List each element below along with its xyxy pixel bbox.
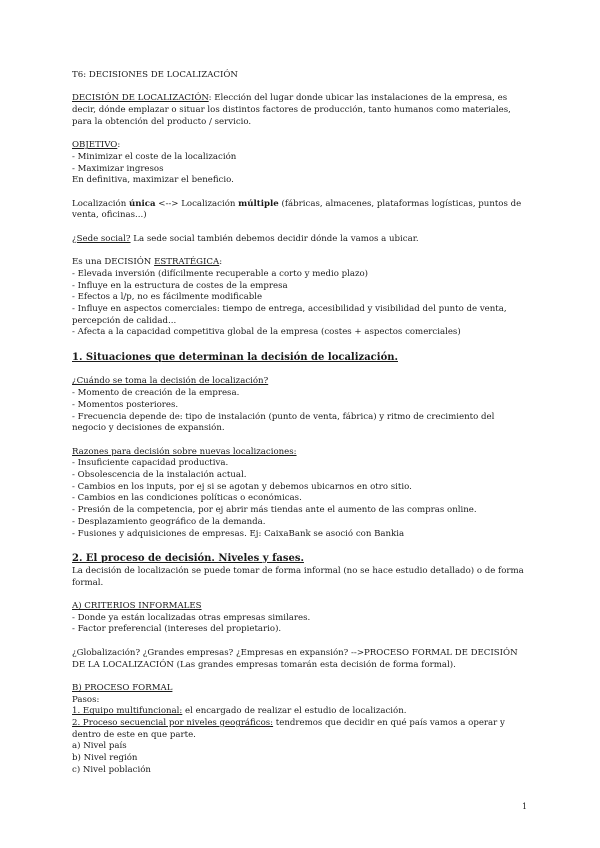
localizacion-pre: Localización xyxy=(72,198,129,209)
nivel-item: b) Nivel región xyxy=(72,753,138,764)
criterios-heading: A) CRITERIOS INFORMALES xyxy=(72,601,202,612)
localizacion-unica: única xyxy=(128,198,156,209)
sede-paragraph xyxy=(72,234,528,246)
paso-1 xyxy=(72,706,528,718)
localizacion-post: (fábricas, almacenes, plataformas logísticas, puntos de venta, oficinas...) xyxy=(72,198,522,221)
page-number: 1 xyxy=(522,802,528,811)
razones-item: - Obsolescencia de la instalación actual. xyxy=(72,470,247,481)
razones-item: - Cambios en los inputs, por ej si se agotan y debemos ubicarnos en otro sitio. xyxy=(72,481,412,492)
localizacion-multiple: múltiple xyxy=(238,198,279,209)
razones-item: - Desplazamiento geográfico de la demanda. xyxy=(72,516,266,527)
estrategica-item: - Elevada inversión (difícilmente recuperable a corto y medio plazo) xyxy=(72,268,369,279)
razones-item: - Cambios en las condiciones políticas o económicas. xyxy=(72,493,302,504)
page-content xyxy=(72,70,528,777)
section-1-item: - Frecuencia depende de: tipo de instalación (punto de venta, fábrica) y ritmo de crecimiento del negocio y decisiones de expansión. xyxy=(72,411,495,434)
localizacion-mid: <--> Localización xyxy=(155,198,239,209)
objetivo-colon: : xyxy=(117,140,121,151)
estrategica-colon: : xyxy=(219,257,223,268)
estrategica-heading-line xyxy=(72,257,528,269)
estrategica-item: - Efectos a l/p, no es fácilmente modificable xyxy=(72,292,263,303)
razones-heading: Razones para decisión sobre nuevas localizaciones: xyxy=(72,446,297,457)
objetivo-heading-line xyxy=(72,140,528,152)
objetivo-conclusion: En definitiva, maximizar el beneficio. xyxy=(72,175,234,186)
nivel-item: c) Nivel población xyxy=(72,764,151,775)
definition-paragraph xyxy=(72,93,528,128)
objetivo-item: - Minimizar el coste de la localización xyxy=(72,151,237,162)
paso-1-term: 1. Equipo multifuncional: xyxy=(72,706,183,717)
estrategica-item: - Influye en aspectos comerciales: tiempo de entrega, accesibilidad y visibilidad del punto de venta, percepción de calidad... xyxy=(72,303,507,326)
estrategica-pre: Es una DECISIÓN xyxy=(72,257,155,268)
razones-item: - Fusiones y adquisiciones de empresas. Ej: CaixaBank se asoció con Bankia xyxy=(72,528,405,539)
globalizacion-paragraph: ¿Globalización? ¿Grandes empresas? ¿Empresas en expansión? -->PROCESO FORMAL DE DECISIÓN DE LA LOCALIZACIÓN (Las grandes empresas tomarán esta decisión de forma formal). xyxy=(72,647,518,670)
objetivo-heading: OBJETIVO xyxy=(72,140,118,151)
criterios-item: - Donde ya están localizadas otras empresas similares. xyxy=(72,612,311,623)
razones-item: - Presión de la competencia, por ej abrir más tiendas ante el aumento de las compras online. xyxy=(72,505,477,516)
paso-1-text: el encargado de realizar el estudio de localización. xyxy=(182,706,407,717)
definition-term: DECISIÓN DE LOCALIZACIÓN xyxy=(72,93,209,104)
document-title: T6: DECISIONES DE LOCALIZACIÓN xyxy=(72,70,238,80)
razones-item: - Insuficiente capacidad productiva. xyxy=(72,458,229,469)
section-1-question: ¿Cuándo se toma la decisión de localización? xyxy=(72,376,269,387)
section-1-item: - Momentos posteriores. xyxy=(72,399,179,410)
objetivo-item: - Maximizar ingresos xyxy=(72,163,164,174)
estrategica-item: - Afecta a la capacidad competitiva global de la empresa (costes + aspectos comerciales) xyxy=(72,327,461,338)
section-1-item: - Momento de creación de la empresa. xyxy=(72,388,240,399)
section-2-intro: La decisión de localización se puede tomar de forma informal (no se hace estudio detallado) o de forma formal. xyxy=(72,565,524,588)
nivel-item: a) Nivel país xyxy=(72,741,127,752)
formal-heading: B) PROCESO FORMAL xyxy=(72,682,173,693)
section-1-heading: 1. Situaciones que determinan la decisión de localización. xyxy=(72,351,398,363)
sede-question: ¿Sede social? xyxy=(72,233,131,244)
sede-text: La sede social también debemos decidir dónde la vamos a ubicar. xyxy=(130,233,419,244)
paso-2-text: tendremos que decidir en qué país vamos a operar y dentro de este en que parte. xyxy=(72,718,505,740)
paso-2 xyxy=(72,718,528,741)
paso-2-term: 2. Proceso secuencial por niveles geográficos: xyxy=(72,718,274,729)
pasos-label: Pasos: xyxy=(72,694,100,705)
localizacion-paragraph xyxy=(72,199,528,222)
estrategica-term: ESTRATÉGICA xyxy=(154,257,220,268)
section-2-heading: 2. El proceso de decisión. Niveles y fases. xyxy=(72,552,304,564)
criterios-item: - Factor preferencial (intereses del propietario). xyxy=(72,624,282,635)
estrategica-item: - Influye en la estructura de costes de la empresa xyxy=(72,280,288,291)
definition-text: : Elección del lugar donde ubicar las instalaciones de la empresa, es decir, dónde emplazar o situar los distintos factores de producción, tanto humanos como materiales, para la obtención del producto / servicio. xyxy=(72,93,511,127)
